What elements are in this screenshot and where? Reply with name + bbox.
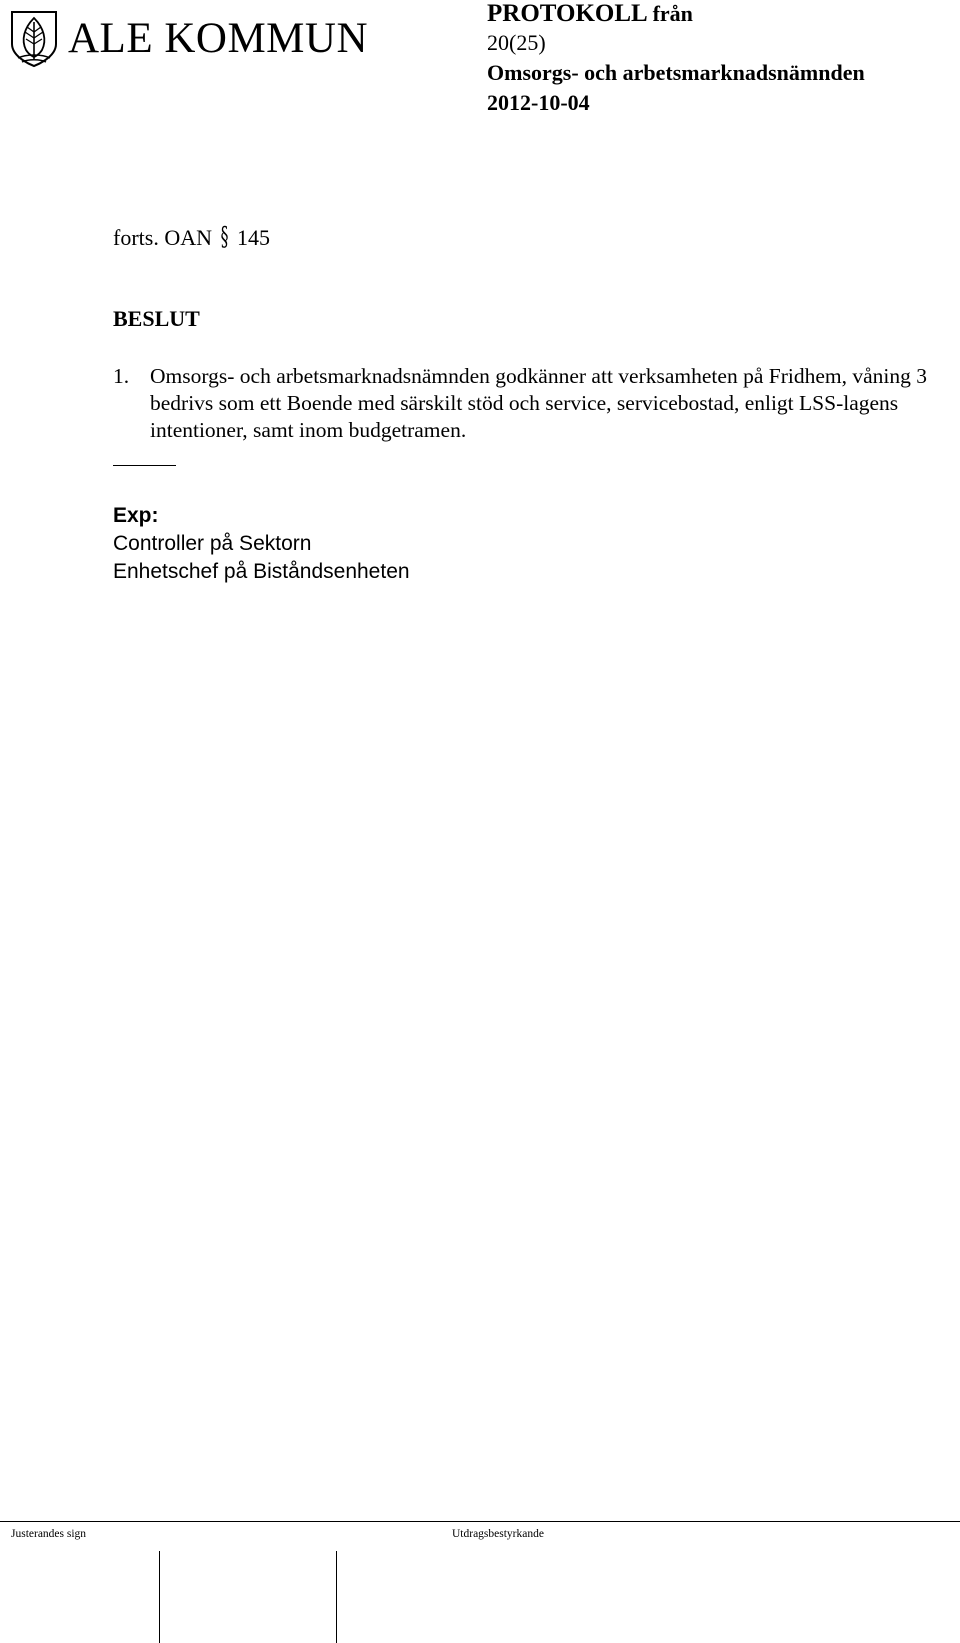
section-reference [113, 222, 270, 252]
decision-item-number: 1. [113, 364, 130, 388]
expedition-recipient: Enhetschef på Biståndsenheten [113, 560, 410, 583]
decision-item-text: Omsorgs- och arbetsmarknadsnämnden godkänner att verksamheten på Fridhem, våning 3 bedrivs som ett Boende med särskilt stöd och service, servicebostad, enligt LSS-lagens intentioner, samt inom budgetramen. [150, 364, 927, 442]
page-number: 20(25) [487, 30, 546, 55]
section-prefix: forts. OAN [113, 225, 212, 250]
sign-label: Justerandes sign [11, 1528, 87, 1540]
footer-rule [0, 1521, 960, 1522]
logo-wordmark: ALE KOMMUN [68, 15, 369, 62]
section-number: 145 [237, 225, 270, 250]
municipality-logo [8, 8, 373, 68]
extract-label: Utdragsbestyrkande [452, 1528, 544, 1540]
signature-footer [0, 1521, 960, 1643]
signature-box-divider [159, 1551, 160, 1643]
section-symbol: § [220, 222, 229, 252]
separator-line [113, 465, 176, 466]
title-text: PROTOKOLL [487, 0, 647, 27]
document-header [487, 0, 865, 118]
leaf-emblem-icon [8, 8, 60, 68]
title-suffix: från [652, 1, 693, 26]
expedition-label: Exp: [113, 504, 159, 527]
committee-name: Omsorgs- och arbetsmarknadsnämnden [487, 60, 865, 85]
document-title [487, 0, 865, 28]
expedition-recipient: Controller på Sektorn [113, 532, 312, 555]
expedition-block [113, 502, 410, 586]
meeting-date: 2012-10-04 [487, 90, 590, 115]
decision-item [113, 363, 943, 444]
signature-box-divider [336, 1551, 337, 1643]
decision-heading: BESLUT [113, 306, 200, 331]
